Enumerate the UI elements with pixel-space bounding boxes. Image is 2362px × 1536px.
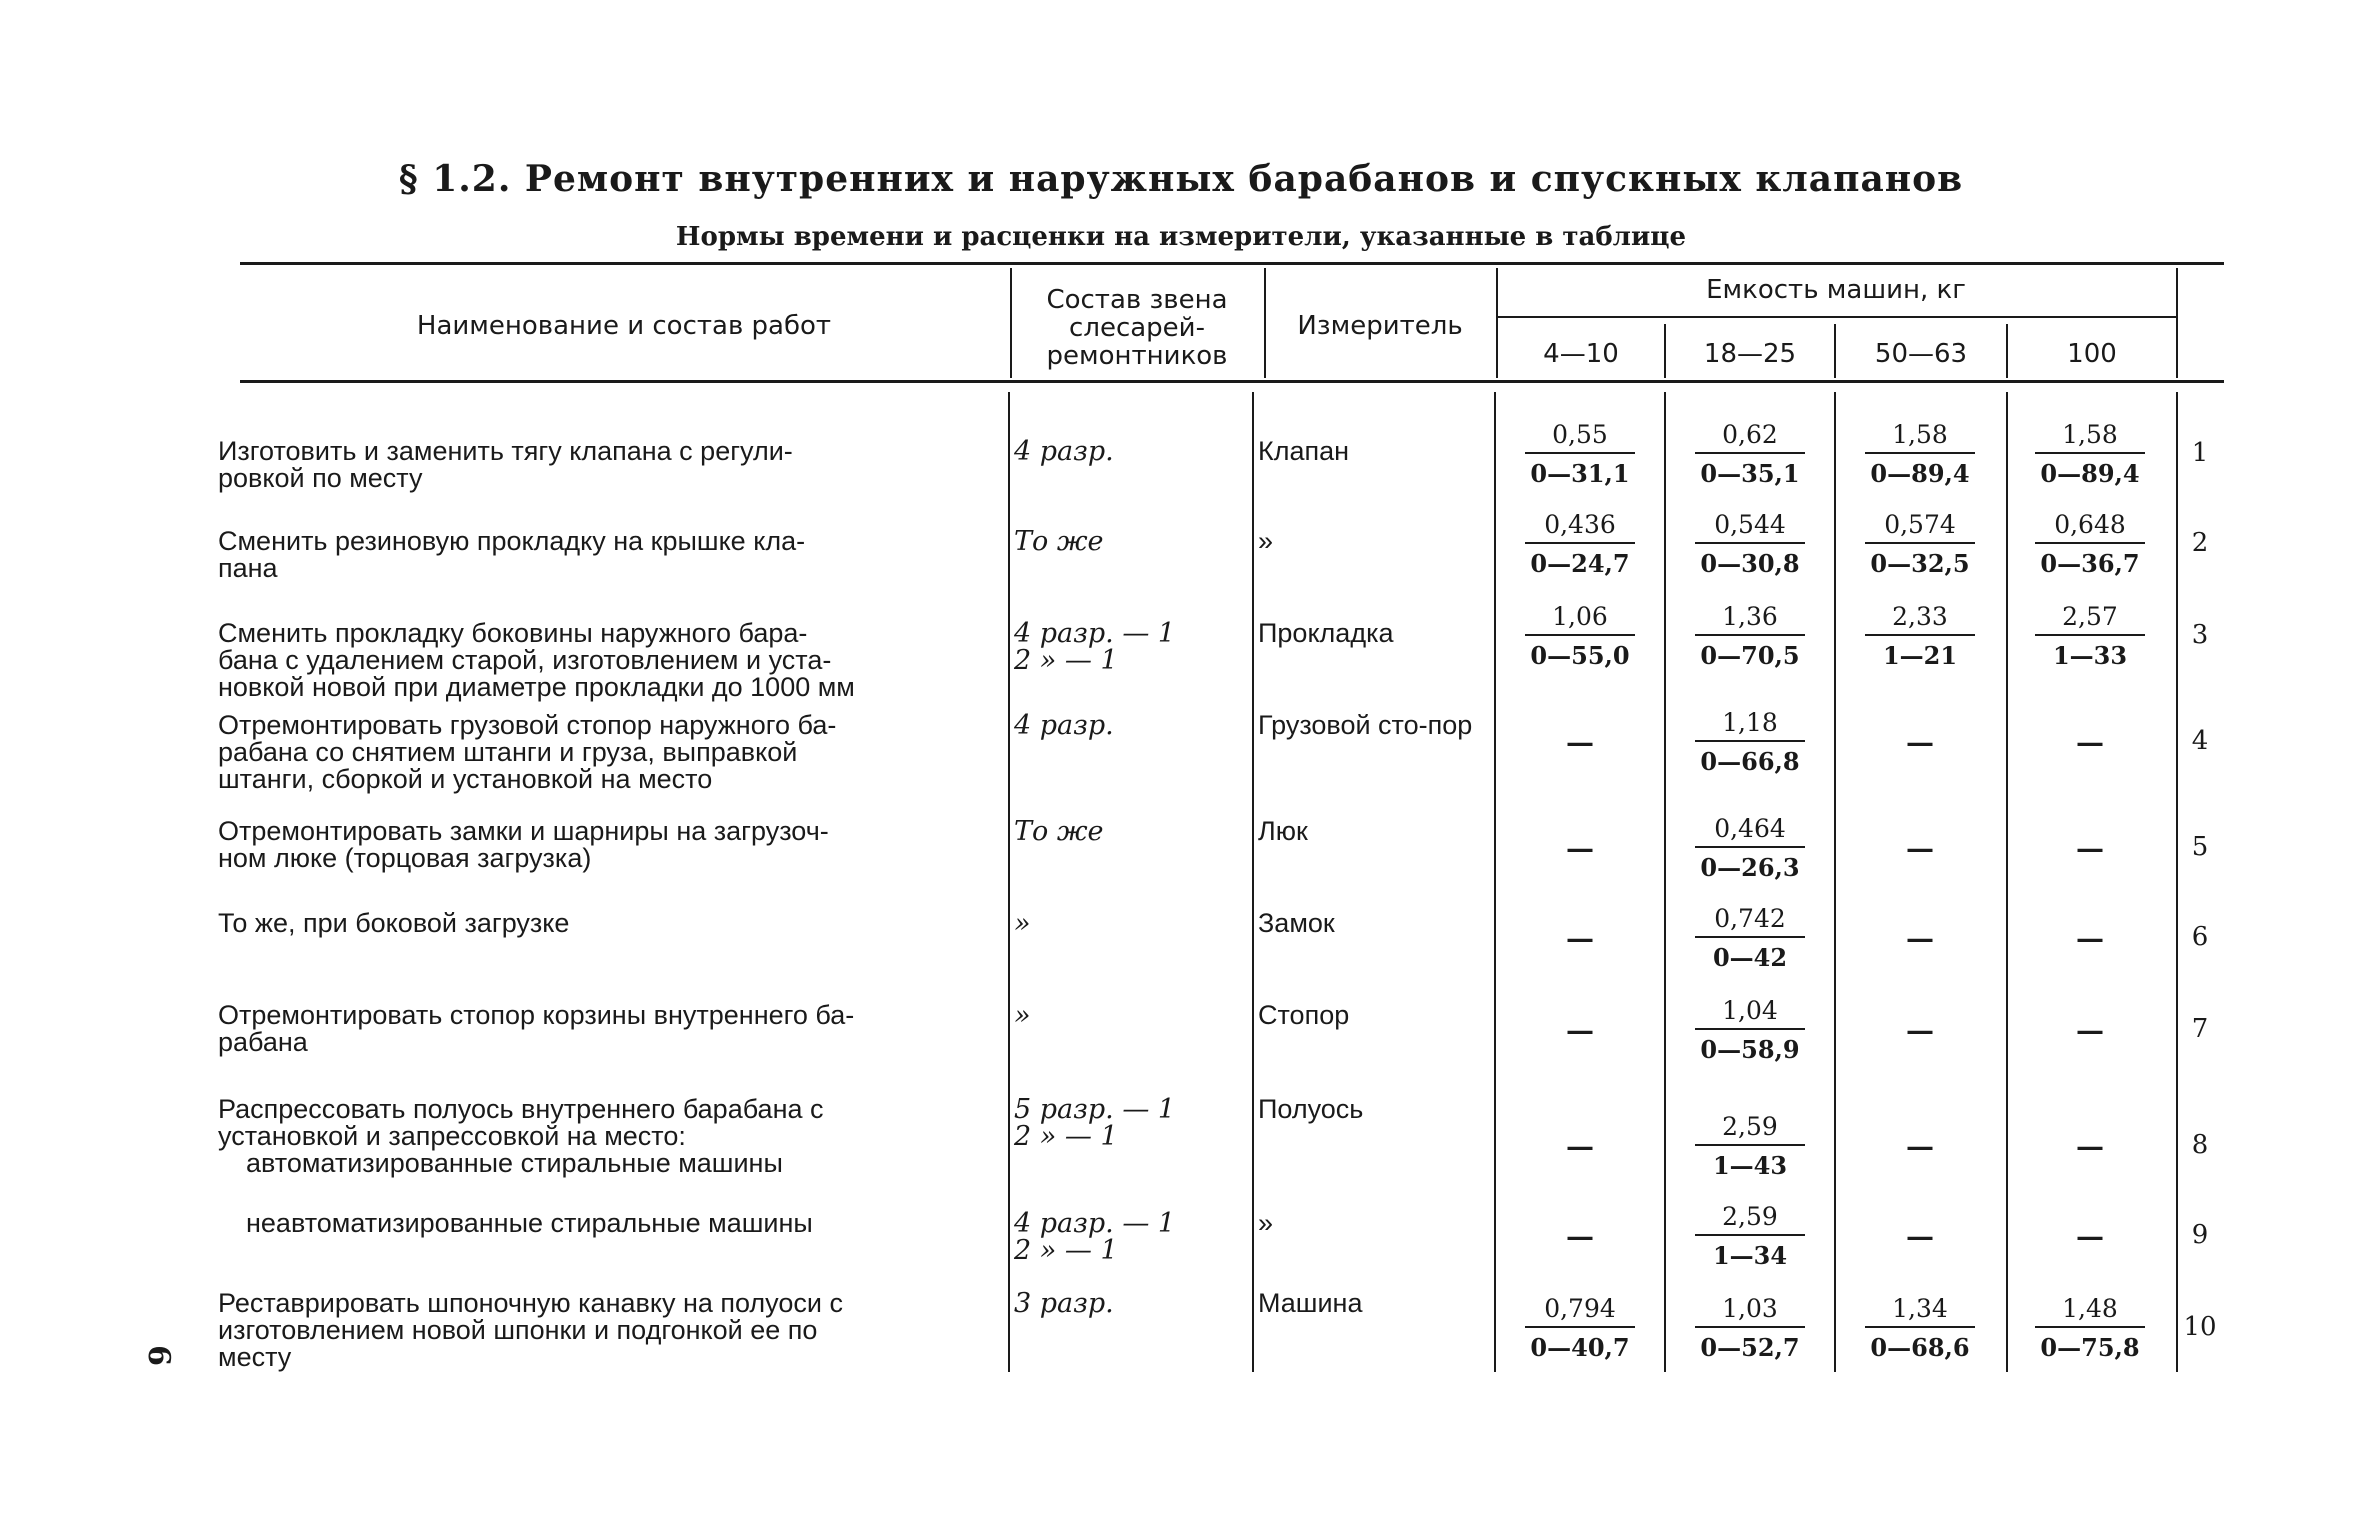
norm-rate-cell: [1670, 1292, 1830, 1364]
time-norm-value: 1,04: [1722, 996, 1778, 1025]
rate-value: 0—36,7: [2040, 549, 2140, 578]
header-unit: Измеритель: [1297, 311, 1463, 341]
rate-value: 1—21: [1882, 641, 1958, 670]
crew-line: То же: [1014, 816, 1104, 847]
crew-line: 4 разр.: [1014, 436, 1114, 467]
rate-value: 0—58,9: [1700, 1035, 1800, 1064]
empty-value-dash: —: [1906, 1130, 1934, 1163]
body-divider: [2176, 392, 2178, 1372]
empty-value-dash: —: [1906, 832, 1934, 865]
norm-rate-cell: [1840, 1292, 2000, 1364]
measure-unit: Полуось: [1258, 1094, 1364, 1124]
rate-value: 0—66,8: [1700, 747, 1800, 776]
work-description-line: установкой и запрессовкой на место:: [218, 1121, 686, 1151]
time-norm-value: 1,03: [1722, 1294, 1778, 1323]
work-description-line: новкой новой при диаметре прокладки до 1000 мм: [218, 672, 855, 702]
crew-composition: [1014, 1002, 1234, 1029]
crew-line: 4 разр. — 1: [1014, 618, 1176, 649]
row-number: 6: [2191, 922, 2209, 952]
crew-line: 5 разр. — 1: [1014, 1094, 1176, 1125]
work-description-line: изготовлением новой шпонки и подгонкой ее по: [218, 1315, 818, 1345]
header-col-1: 4—10: [1543, 339, 1619, 369]
header-bottom-rule: [240, 380, 2224, 383]
work-description-line: Изготовить и заменить тягу клапана с регули-: [218, 436, 793, 466]
time-norm-value: 0,544: [1714, 510, 1786, 539]
norm-rate-cell: [1840, 600, 2000, 672]
body-divider: [2006, 392, 2008, 1372]
norm-rate-cell: [1500, 508, 1660, 580]
work-description-line: Сменить прокладку боковины наружного бара-: [218, 618, 808, 648]
row-number: 8: [2191, 1130, 2209, 1160]
norm-rate-cell: [1670, 812, 1830, 884]
work-description-line: автоматизированные стиральные машины: [246, 1148, 783, 1178]
time-norm-value: 1,34: [1892, 1294, 1948, 1323]
header-crew: Состав звена слесарей-ремонтников: [1046, 285, 1228, 371]
work-description: [218, 1096, 978, 1177]
rate-value: 0—70,5: [1700, 641, 1800, 670]
norm-rate-cell: [1670, 418, 1830, 490]
crew-line: 4 разр. — 1: [1014, 1208, 1176, 1239]
empty-value-dash: —: [2076, 1130, 2104, 1163]
work-description-line: То же, при боковой загрузке: [218, 908, 570, 938]
time-norm-value: 0,55: [1552, 420, 1608, 449]
rate-value: 0—42: [1712, 943, 1788, 972]
time-norm-value: 1,06: [1552, 602, 1608, 631]
measure-unit: Грузовой сто-пор: [1258, 710, 1473, 740]
rate-value: 0—52,7: [1700, 1333, 1800, 1362]
crew-composition: [1014, 620, 1234, 674]
work-description: [218, 818, 978, 872]
time-norm-value: 0,742: [1714, 904, 1786, 933]
empty-value-dash: —: [1906, 1014, 1934, 1047]
time-norm-value: 0,62: [1722, 420, 1778, 449]
time-norm-value: 0,574: [1884, 510, 1956, 539]
rate-value: 0—30,8: [1700, 549, 1800, 578]
measure-unit: Стопор: [1258, 1000, 1350, 1030]
time-norm-value: 0,436: [1544, 510, 1616, 539]
empty-value-dash: —: [2076, 1220, 2104, 1253]
work-description: [218, 1290, 978, 1371]
rate-value: 0—75,8: [2040, 1333, 2140, 1362]
work-description-line: штанги, сборкой и установкой на место: [218, 764, 713, 794]
row-number: 9: [2191, 1220, 2209, 1250]
norm-rate-cell: [1670, 902, 1830, 974]
section-subtitle: Нормы времени и расценки на измерители, указанные в таблице: [675, 222, 1687, 252]
body-divider: [1494, 392, 1496, 1372]
work-description-line: неавтоматизированные стиральные машины: [246, 1208, 813, 1238]
row-number: 4: [2191, 726, 2209, 756]
norm-rate-cell: [2010, 418, 2170, 490]
work-description-line: Сменить резиновую прокладку на крышке кла-: [218, 526, 806, 556]
work-description-line: пана: [218, 553, 278, 583]
section-title: § 1.2. Ремонт внутренних и наружных барабанов и спускных клапанов: [398, 158, 1964, 200]
row-number: 3: [2191, 620, 2209, 650]
header-capacity: Емкость машин, кг: [1706, 275, 1966, 305]
time-norm-value: 2,33: [1892, 602, 1948, 631]
work-description-line: Отремонтировать грузовой стопор наружного ба-: [218, 710, 837, 740]
crew-composition: [1014, 910, 1234, 937]
norm-rate-cell: [1840, 418, 2000, 490]
rate-value: 0—32,5: [1870, 549, 1970, 578]
empty-value-dash: —: [2076, 922, 2104, 955]
body-divider: [1252, 392, 1254, 1372]
empty-value-dash: —: [1906, 922, 1934, 955]
rate-value: 0—31,1: [1530, 459, 1630, 488]
table-top-rule: [240, 262, 2224, 265]
measure-unit: Клапан: [1258, 436, 1350, 466]
rate-value: 1—43: [1712, 1151, 1788, 1180]
row-number: 1: [2191, 438, 2209, 468]
row-number: 2: [2191, 528, 2209, 558]
empty-value-dash: —: [2076, 1014, 2104, 1047]
measure-unit: Прокладка: [1258, 618, 1394, 648]
empty-value-dash: —: [1566, 1130, 1594, 1163]
crew-composition: [1014, 712, 1234, 739]
crew-composition: [1014, 1096, 1234, 1150]
crew-composition: [1014, 1210, 1234, 1264]
norm-rate-cell: [1670, 706, 1830, 778]
norm-rate-cell: [1500, 600, 1660, 672]
header-col-4: 100: [2067, 339, 2117, 369]
work-description: [218, 1002, 978, 1056]
empty-value-dash: —: [2076, 832, 2104, 865]
rate-value: 0—89,4: [1870, 459, 1970, 488]
crew-line: »: [1014, 1000, 1031, 1031]
empty-value-dash: —: [2076, 726, 2104, 759]
work-description: [218, 438, 978, 492]
norm-rate-cell: [2010, 1292, 2170, 1364]
norm-rate-cell: [1500, 418, 1660, 490]
empty-value-dash: —: [1906, 1220, 1934, 1253]
time-norm-value: 2,59: [1722, 1202, 1778, 1231]
work-description: [218, 712, 978, 793]
rate-value: 0—40,7: [1530, 1333, 1630, 1362]
rate-value: 0—68,6: [1870, 1333, 1970, 1362]
work-description-line: Отремонтировать стопор корзины внутреннего ба-: [218, 1000, 855, 1030]
row-number: 10: [2183, 1312, 2217, 1342]
empty-value-dash: —: [1566, 1220, 1594, 1253]
crew-line: 4 разр.: [1014, 710, 1114, 741]
crew-composition: [1014, 438, 1234, 465]
work-description: [218, 1210, 978, 1237]
rate-value: 0—26,3: [1700, 853, 1800, 882]
header-divider: [1010, 268, 1012, 378]
empty-value-dash: —: [1566, 832, 1594, 865]
row-number: 5: [2191, 832, 2209, 862]
crew-line: »: [1014, 908, 1031, 939]
norm-rate-cell: [1670, 508, 1830, 580]
time-norm-value: 1,58: [2062, 420, 2118, 449]
rate-value: 1—34: [1712, 1241, 1788, 1270]
work-description-line: рабана со снятием штанги и груза, выправкой: [218, 737, 798, 767]
crew-line: 3 разр.: [1014, 1288, 1114, 1319]
work-description: [218, 528, 978, 582]
time-norm-value: 0,794: [1544, 1294, 1616, 1323]
time-norm-value: 1,48: [2062, 1294, 2118, 1323]
row-number: 7: [2191, 1014, 2209, 1044]
rate-value: 0—35,1: [1700, 459, 1800, 488]
work-description-line: Распрессовать полуось внутреннего барабана с: [218, 1094, 824, 1124]
empty-value-dash: —: [1906, 726, 1934, 759]
work-description-line: месту: [218, 1342, 292, 1372]
work-description-line: Отремонтировать замки и шарниры на загрузоч-: [218, 816, 829, 846]
rate-value: 0—24,7: [1530, 549, 1630, 578]
body-divider: [1008, 392, 1010, 1372]
work-description-line: Реставрировать шпоночную канавку на полуоси с: [218, 1288, 843, 1318]
body-divider: [1834, 392, 1836, 1372]
time-norm-value: 1,58: [1892, 420, 1948, 449]
norm-rate-cell: [1670, 1200, 1830, 1272]
crew-line: 2 » — 1: [1014, 1235, 1118, 1266]
empty-value-dash: —: [1566, 1014, 1594, 1047]
measure-unit: »: [1258, 526, 1274, 556]
norm-rate-cell: [2010, 508, 2170, 580]
header-divider: [2176, 268, 2178, 378]
crew-line: 2 » — 1: [1014, 645, 1118, 676]
header-col-2: 18—25: [1703, 339, 1797, 369]
time-norm-value: 2,57: [2062, 602, 2118, 631]
crew-composition: [1014, 1290, 1234, 1317]
norm-rate-cell: [1670, 1110, 1830, 1182]
measure-unit: »: [1258, 1208, 1274, 1238]
rate-value: 1—33: [2052, 641, 2128, 670]
work-description-line: ном люке (торцовая загрузка): [218, 843, 592, 873]
work-description-line: бана с удалением старой, изготовлением и уста-: [218, 645, 832, 675]
time-norm-value: 0,464: [1714, 814, 1786, 843]
norm-rate-cell: [1840, 508, 2000, 580]
work-description: [218, 620, 978, 701]
measure-unit: Машина: [1258, 1288, 1363, 1318]
rate-value: 0—89,4: [2040, 459, 2140, 488]
norm-rate-cell: [1670, 600, 1830, 672]
norm-rate-cell: [2010, 600, 2170, 672]
time-norm-value: 1,36: [1722, 602, 1778, 631]
crew-line: 2 » — 1: [1014, 1121, 1118, 1152]
work-description: [218, 910, 978, 937]
time-norm-value: 2,59: [1722, 1112, 1778, 1141]
page-number: 6: [140, 1345, 176, 1366]
norm-rate-cell: [1500, 1292, 1660, 1364]
crew-composition: [1014, 818, 1234, 845]
header-work: Наименование и состав работ: [416, 311, 832, 341]
measure-unit: Замок: [1258, 908, 1335, 938]
header-col-3: 50—63: [1874, 339, 1968, 369]
body-divider: [1664, 392, 1666, 1372]
time-norm-value: 1,18: [1722, 708, 1778, 737]
work-description-line: рабана: [218, 1027, 308, 1057]
norm-rate-cell: [1670, 994, 1830, 1066]
rate-value: 0—55,0: [1530, 641, 1630, 670]
work-description-line: ровкой по месту: [218, 463, 423, 493]
empty-value-dash: —: [1566, 726, 1594, 759]
empty-value-dash: —: [1566, 922, 1594, 955]
capacity-header-rule: [1496, 316, 2176, 318]
crew-line: То же: [1014, 526, 1104, 557]
crew-composition: [1014, 528, 1234, 555]
time-norm-value: 0,648: [2054, 510, 2126, 539]
measure-unit: Люк: [1258, 816, 1308, 846]
